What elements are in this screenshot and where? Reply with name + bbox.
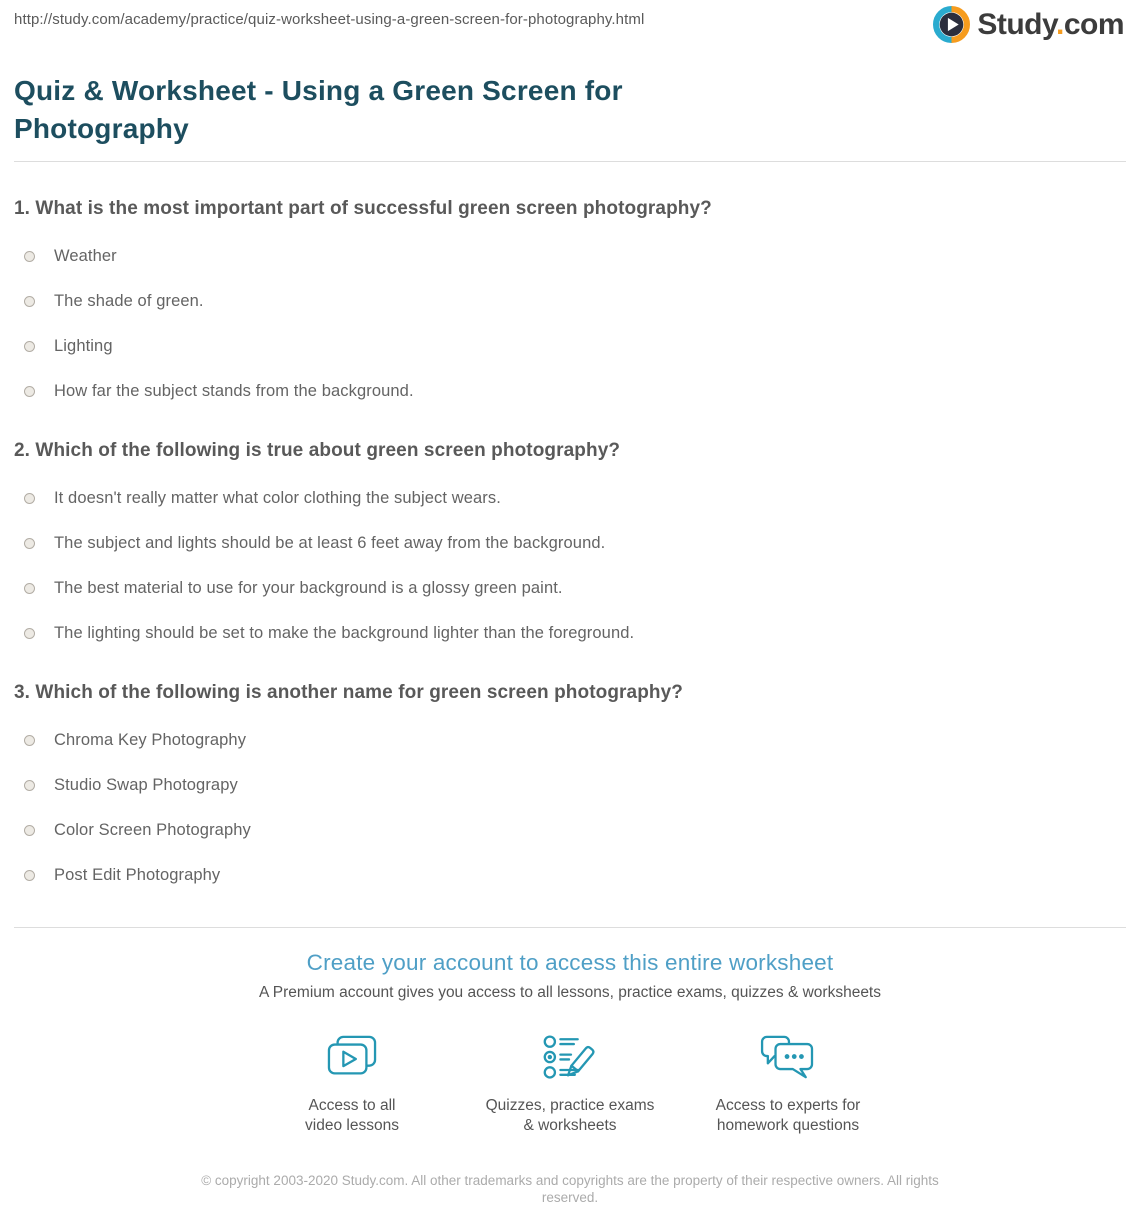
feature-label: Access to experts for homework questions xyxy=(715,1097,861,1134)
feature-quizzes-worksheets xyxy=(461,1034,679,1136)
radio-button[interactable] xyxy=(24,870,35,881)
radio-button[interactable] xyxy=(24,386,35,397)
option-label: It doesn't really matter what color clothing the subject wears. xyxy=(54,489,501,507)
studycom-logo[interactable] xyxy=(933,6,1124,43)
question-3-option-4[interactable] xyxy=(14,866,1126,885)
studycom-play-icon xyxy=(933,6,970,43)
page-header xyxy=(0,0,1140,58)
question-1-option-2[interactable] xyxy=(14,292,1126,311)
feature-label: Quizzes, practice exams & worksheets xyxy=(485,1097,655,1134)
feature-label: Access to all video lessons xyxy=(305,1097,399,1134)
video-lessons-icon xyxy=(321,1034,383,1082)
question-2 xyxy=(14,440,1126,643)
question-1-option-4[interactable] xyxy=(14,382,1126,401)
features-row xyxy=(0,1034,1140,1136)
radio-button[interactable] xyxy=(24,296,35,307)
option-label: Lighting xyxy=(54,337,113,355)
radio-button[interactable] xyxy=(24,735,35,746)
question-2-option-1[interactable] xyxy=(14,489,1126,508)
question-2-heading: 2. Which of the following is true about green screen photography? xyxy=(14,440,621,461)
option-label: The best material to use for your background is a glossy green paint. xyxy=(54,579,563,597)
question-2-option-3[interactable] xyxy=(14,579,1126,598)
quizzes-worksheets-icon xyxy=(539,1034,601,1082)
studycom-logo-text: Study.com xyxy=(977,7,1124,41)
copyright-footer: © copyright 2003-2020 Study.com. All other trademarks and copyrights are the property of their respective owners. All rights reserved. xyxy=(201,1173,939,1205)
option-label: The shade of green. xyxy=(54,292,204,310)
premium-subheading: A Premium account gives you access to all lessons, practice exams, quizzes & worksheets xyxy=(259,984,881,1001)
cta-divider xyxy=(14,927,1126,928)
radio-button[interactable] xyxy=(24,628,35,639)
radio-button[interactable] xyxy=(24,583,35,594)
option-label: Studio Swap Photograpy xyxy=(54,776,238,794)
question-1-heading: 1. What is the most important part of successful green screen photography? xyxy=(14,198,712,219)
option-label: The lighting should be set to make the background lighter than the foreground. xyxy=(54,624,635,642)
question-3 xyxy=(14,682,1126,885)
feature-expert-help xyxy=(679,1034,897,1136)
radio-button[interactable] xyxy=(24,493,35,504)
create-account-link[interactable]: Create your account to access this entire worksheet xyxy=(306,950,834,975)
question-1 xyxy=(14,198,1126,401)
option-label: The subject and lights should be at least 6 feet away from the background. xyxy=(54,534,606,552)
question-3-heading: 3. Which of the following is another name for green screen photography? xyxy=(14,682,683,703)
experts-chat-icon xyxy=(757,1034,819,1082)
question-2-option-2[interactable] xyxy=(14,534,1126,553)
option-label: Post Edit Photography xyxy=(54,866,221,884)
question-2-option-4[interactable] xyxy=(14,624,1126,643)
question-1-option-3[interactable] xyxy=(14,337,1126,356)
question-1-option-1[interactable] xyxy=(14,247,1126,266)
option-label: Weather xyxy=(54,247,117,265)
option-label: Color Screen Photography xyxy=(54,821,251,839)
radio-button[interactable] xyxy=(24,251,35,262)
title-divider xyxy=(14,161,1126,162)
cta-section xyxy=(0,950,1140,1136)
feature-video-lessons xyxy=(243,1034,461,1136)
question-3-option-1[interactable] xyxy=(14,731,1126,750)
radio-button[interactable] xyxy=(24,825,35,836)
option-label: How far the subject stands from the background. xyxy=(54,382,414,400)
question-3-option-2[interactable] xyxy=(14,776,1126,795)
radio-button[interactable] xyxy=(24,780,35,791)
radio-button[interactable] xyxy=(24,538,35,549)
page-title: Quiz & Worksheet - Using a Green Screen for Photography xyxy=(14,75,623,144)
option-label: Chroma Key Photography xyxy=(54,731,247,749)
page-url: http://study.com/academy/practice/quiz-worksheet-using-a-green-screen-for-photography.html xyxy=(14,11,645,28)
question-3-option-3[interactable] xyxy=(14,821,1126,840)
radio-button[interactable] xyxy=(24,341,35,352)
